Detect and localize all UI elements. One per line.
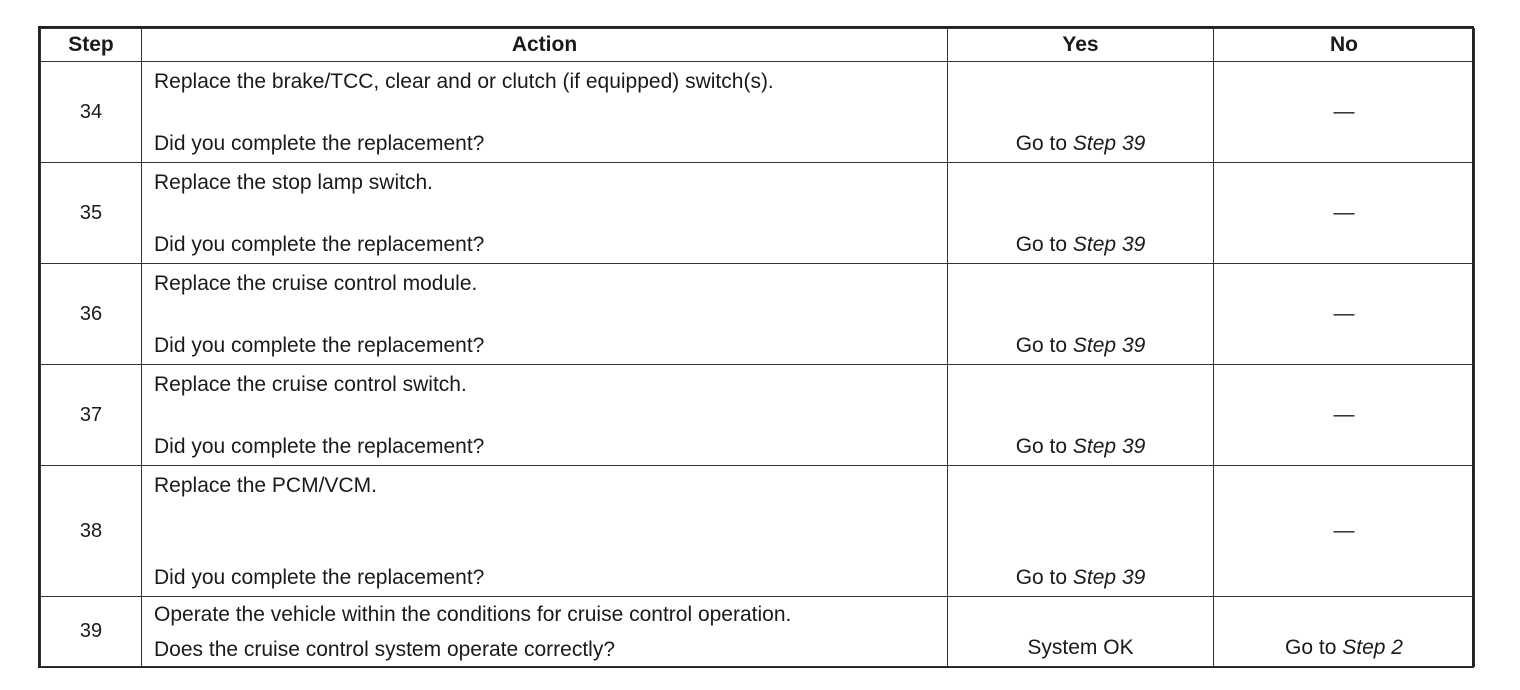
yes-prefix: Go to [1015, 566, 1068, 589]
yes-cell [948, 264, 1214, 365]
yes-step-ref: Step 39 [1072, 334, 1146, 357]
action-question: Did you complete the replacement? [154, 233, 485, 256]
no-cell: — [1214, 264, 1475, 365]
action-cell [142, 163, 948, 264]
action-cell [142, 264, 948, 365]
yes-step-ref: Step 39 [1072, 566, 1146, 589]
action-question: Does the cruise control system operate correctly? [154, 638, 616, 661]
header-step: Step [41, 29, 142, 62]
action-text: Replace the cruise control module. [154, 272, 478, 295]
table-row [41, 365, 1475, 466]
header-action: Action [142, 29, 948, 62]
no-step-ref: Step 2 [1342, 636, 1403, 659]
yes-prefix: Go to [1015, 334, 1068, 357]
table-row [41, 466, 1475, 597]
action-question: Did you complete the replacement? [154, 435, 485, 458]
table-row [41, 264, 1475, 365]
yes-cell [948, 365, 1214, 466]
no-cell: — [1214, 365, 1475, 466]
action-question: Did you complete the replacement? [154, 132, 485, 155]
action-cell [142, 365, 948, 466]
step-number: 38 [41, 466, 142, 597]
action-question: Did you complete the replacement? [154, 334, 485, 357]
diagnostic-table [38, 26, 1474, 668]
action-text: Replace the stop lamp switch. [154, 171, 433, 194]
yes-cell [948, 62, 1214, 163]
action-cell [142, 466, 948, 597]
yes-cell [948, 163, 1214, 264]
action-text: Replace the PCM/VCM. [154, 474, 377, 497]
yes-step-ref: Step 39 [1072, 435, 1146, 458]
action-text: Replace the cruise control switch. [154, 373, 467, 396]
yes-prefix: Go to [1015, 233, 1068, 256]
table-row [41, 62, 1475, 163]
yes-step-ref: Step 39 [1072, 233, 1146, 256]
no-cell [1214, 597, 1475, 667]
action-cell [142, 597, 948, 667]
action-cell [142, 62, 948, 163]
no-prefix: Go to [1285, 636, 1337, 659]
step-number: 39 [41, 597, 142, 667]
table-row [41, 163, 1475, 264]
header-row [41, 29, 1475, 62]
no-cell: — [1214, 466, 1475, 597]
action-question: Did you complete the replacement? [154, 566, 485, 589]
yes-cell [948, 466, 1214, 597]
yes-prefix: Go to [1015, 435, 1068, 458]
step-number: 37 [41, 365, 142, 466]
yes-cell: System OK [948, 597, 1214, 667]
no-cell: — [1214, 62, 1475, 163]
header-no: No [1214, 29, 1475, 62]
step-number: 35 [41, 163, 142, 264]
action-text: Operate the vehicle within the conditions for cruise control operation. [154, 603, 792, 626]
no-cell: — [1214, 163, 1475, 264]
yes-prefix: Go to [1015, 132, 1068, 155]
yes-step-ref: Step 39 [1072, 132, 1146, 155]
step-number: 36 [41, 264, 142, 365]
step-number: 34 [41, 62, 142, 163]
table-row [41, 597, 1475, 667]
action-text: Replace the brake/TCC, clear and or clutch (if equipped) switch(s). [154, 70, 774, 93]
header-yes: Yes [948, 29, 1214, 62]
